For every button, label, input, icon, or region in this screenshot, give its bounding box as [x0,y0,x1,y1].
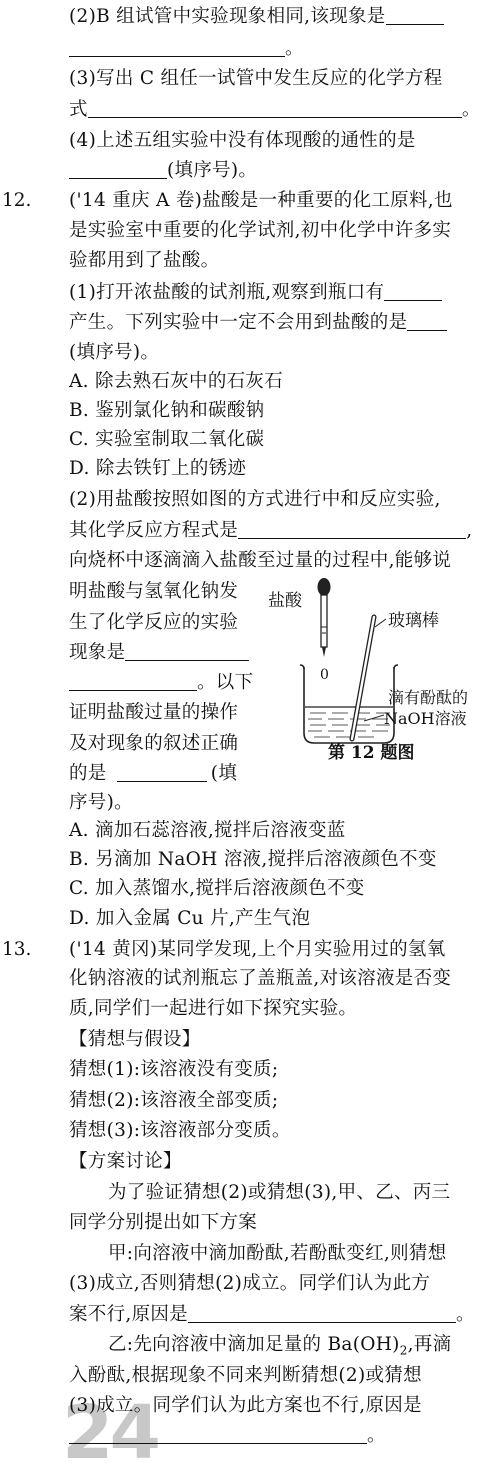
answer-blank[interactable] [238,518,466,539]
answer-blank[interactable] [88,97,462,118]
answer-blank[interactable] [125,640,249,661]
answer-blank[interactable] [69,158,167,179]
q12-part2-i: 及对现象的叙述正确 [69,733,239,754]
q11-part2 [69,4,444,30]
q12-part1-c: (填序号)。 [69,342,160,363]
answer-blank[interactable] [407,310,447,331]
q13-number: 13. [2,939,32,960]
q12-part2-h: 证明盐酸过量的操作 [69,702,239,723]
label-solution-1: 滴有酚酞的 [388,688,469,707]
q12-intro-3: 验都用到了盐酸。 [69,250,220,271]
q12-part2-f: 现象是 [69,640,249,666]
q12-option-a: A. 除去熟石灰中的石灰石 [69,371,284,392]
q12-option-d: D. 除去铁钉上的锈迹 [69,458,247,479]
q13-yi-1: 乙:先向溶液中滴加足量的 $Ba(OH)_2$,再滴 [108,1334,452,1358]
figure-caption: 第 12 题图 [328,743,415,763]
q13-jia-2: (3)成立,否则猜想(2)成立。同学们认为此方 [69,1273,431,1294]
q13-section-hypothesis: 【猜想与假设】 [69,1029,201,1050]
q12-intro-1: ('14 重庆 A 卷)盐酸是一种重要的化工原料,也 [69,190,453,211]
q12-part2: (2)用盐酸按照如图的方式进行中和反应实验, [69,489,441,510]
answer-blank[interactable] [384,280,442,301]
label-acid: 盐酸 [268,591,302,611]
q12-part1-b: 产生。下列实验中一定不会用到盐酸的是 [69,310,447,336]
dropper-tube-icon [321,595,327,647]
q12-part2-g: 。以下 [69,670,253,696]
answer-blank[interactable] [69,36,285,57]
q11-part3-cont: 式 。 [69,99,481,120]
q12-number: 12. [2,190,32,211]
q12-option2-d: D. 加入金属 Cu 片,产生气泡 [69,908,311,929]
q13-intro-3: 质,同学们一起进行如下探究实验。 [69,998,358,1019]
q13-intro-2: 化钠溶液的试剂瓶忘了盖瓶盖,对该溶液是否变 [69,968,452,989]
q12-part2-k: 序号)。 [69,792,133,813]
answer-blank[interactable] [69,670,197,691]
q12-intro-2: 是实验室中重要的化学试剂,初中化学中许多实 [69,220,452,241]
label-glass-rod: 玻璃棒 [388,611,439,631]
page-number: 24 [62,1390,157,1476]
q12-part2-j: 的是 (填 [69,763,238,784]
q13-discussion-2: 同学分别提出如下方案 [69,1212,258,1233]
q12-part2-d: 明盐酸与氢氧化钠发 [69,581,239,602]
q13-jia-1: 甲:向溶液中滴加酚酞,若酚酞变红,则猜想 [108,1243,447,1264]
beaker-icon [304,667,394,743]
q12-figure [262,575,490,770]
label-solution-2: NaOH溶液 [384,709,467,728]
answer-blank[interactable] [188,1302,456,1323]
q11-part4: (4)上述五组实验中没有体现酸的通性的是 [69,130,416,151]
dropper-bulb-icon [318,578,331,596]
q11-part2-cont: 。 [69,36,304,62]
q13-yi-3: (3)成立。同学们认为此方案也不行,原因是 [69,1395,422,1416]
q12-part2-b: 其化学反应方程式是 , [69,520,473,541]
q13-guess-1: 猜想(1):该溶液没有变质; [69,1059,279,1080]
q13-jia-3: 案不行,原因是 。 [69,1304,475,1325]
q11-part4-cont: (填序号)。 [69,158,257,184]
q13-section-discussion: 【方案讨论】 [69,1151,182,1172]
q13-discussion-1: 为了验证猜想(2)或猜想(3),甲、乙、丙三 [108,1182,451,1203]
q12-option2-b: B. 另滴加 NaOH 溶液,搅拌后溶液颜色不变 [69,849,437,870]
answer-blank[interactable] [386,4,444,25]
q12-option2-c: C. 加入蒸馏水,搅拌后溶液颜色不变 [69,878,365,899]
q12-part1: (1)打开浓盐酸的试剂瓶,观察到瓶口有 [69,280,442,306]
q12-option-c: C. 实验室制取二氧化碳 [69,429,265,450]
q11-part2-text: (2)B 组试管中实验现象相同,该现象是 [69,6,386,27]
answer-blank[interactable] [69,1423,367,1444]
q12-part2-e: 生了化学反应的实验 [69,612,239,633]
dropper-tip-icon [322,647,326,657]
q12-part2-c: 向烧杯中逐滴滴入盐酸至过量的过程中,能够说 [69,550,452,571]
q12-option-b: B. 鉴别氯化钠和碳酸钠 [69,400,265,421]
label-zero-mark: 0 [320,667,329,683]
answer-blank[interactable] [117,761,207,782]
q12-option2-a: A. 滴加石蕊溶液,搅拌后溶液变蓝 [69,820,346,841]
q13-guess-3: 猜想(3):该溶液部分变质。 [69,1120,291,1141]
q13-yi-2: 入酚酞,根据现象不同来判断猜想(2)或猜想 [69,1365,422,1386]
q11-part3: (3)写出 C 组任一试管中发生反应的化学方程 [69,68,443,89]
q13-guess-2: 猜想(2):该溶液全部变质; [69,1090,279,1111]
q13-yi-4: 。 [69,1423,386,1449]
q13-intro-1: ('14 黄冈)某同学发现,上个月实验用过的氢氧 [69,939,446,960]
